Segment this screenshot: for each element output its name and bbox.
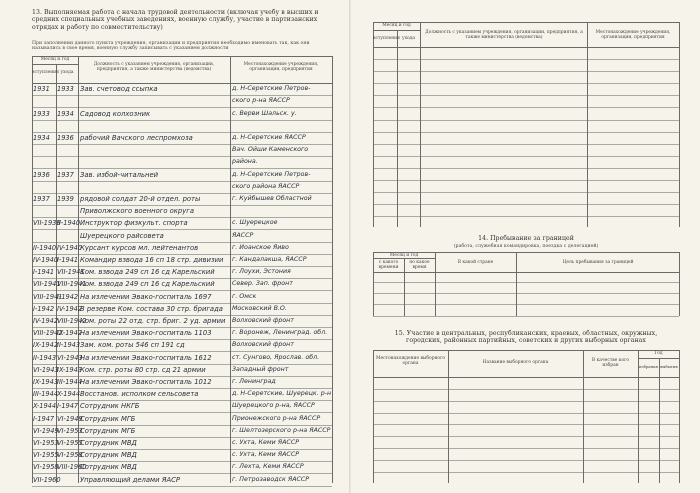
position-text: рядовой солдат 20-й отдел. роты (80, 195, 201, 203)
exit-date: 1939 (57, 195, 74, 203)
s15-role-year-divider (638, 350, 639, 483)
r-row-rule (373, 204, 679, 205)
exit-date: III-1944 (57, 378, 82, 386)
entry-date: VII-1960 (33, 475, 61, 484)
entry-date: 1937 (33, 195, 50, 203)
row-rule (32, 400, 332, 401)
location-text: г. Воронеж, Ленинград. обл. (232, 329, 328, 337)
exit-date: VI-1949 (57, 414, 83, 423)
location-text: с. Ухта, Кеми ЯАССР (232, 451, 300, 459)
header-location: Местонахождение учреждения, организации, предприятия (243, 62, 319, 73)
entry-date: VI-1949 (33, 426, 59, 435)
position-text: Ком. стр. роты 80 стр. сд 21 армии (80, 365, 206, 374)
r-row-rule (373, 180, 679, 181)
r-row-rule (373, 168, 679, 169)
s15-header-left: выбытия (660, 364, 678, 369)
location-text: ского р-на ЯАССР (232, 97, 290, 105)
location-text: Шуерецкого р-на, ЯАССР (232, 402, 315, 410)
row-rule (32, 217, 332, 218)
s14-header-month-year: Месяц и год (389, 253, 419, 258)
exit-date: VI-1953 (57, 426, 83, 435)
row-rule (32, 327, 332, 328)
row-rule (32, 278, 332, 279)
row-rule (32, 437, 332, 438)
row-rule (32, 364, 332, 365)
s14-header-bottom (373, 272, 679, 273)
r-row-rule (373, 83, 679, 84)
row-rule (32, 132, 332, 133)
entry-date: VI-1958 (33, 463, 59, 472)
position-text: Инструктор физкульт. спорта (80, 219, 188, 228)
exit-date: IV-1940 (57, 243, 83, 252)
entry-date: VI-1955 (33, 451, 59, 460)
location-text: с. Шуерецкое (232, 219, 278, 227)
header-entry: вступления (32, 70, 59, 75)
location-text: г. Омск (232, 292, 257, 300)
location-text: района. (232, 158, 258, 166)
s14-row-rule (373, 282, 679, 283)
location-text: ст. Сунгово, Ярослав. обл. (232, 353, 320, 361)
r-header-exit: ухода (401, 36, 416, 41)
entry-date: I-1942 (33, 304, 55, 313)
row-rule (32, 486, 332, 487)
exit-date: 1937 (57, 170, 74, 179)
entry-date: VIII-1942 (33, 329, 63, 338)
row-rule (32, 168, 332, 169)
s15-header-year: Год (654, 351, 663, 356)
location-text: г. Лехта, Кеми ЯАССР (232, 463, 304, 471)
row-rule (32, 339, 332, 340)
location-text: Волховский фронт (232, 317, 294, 324)
entry-date: III-1944 (33, 390, 58, 399)
row-rule (32, 156, 332, 157)
entry-date: 1931 (33, 85, 50, 94)
s15-header-role: В качестве кого избран (591, 358, 630, 369)
entry-date: X-1944 (33, 402, 57, 411)
s15-row-rule (373, 460, 679, 461)
header-exit: ухода (60, 70, 74, 75)
location-text: г. Лоухи, Эстония (232, 268, 291, 276)
s15-header-name: Название выборного органа (482, 360, 549, 365)
entry-date: IX-1942 (33, 341, 59, 350)
s15-header-elected: избрания (638, 364, 659, 369)
section-13-note: При заполнении данного пункта учреждения, организации и предприятия необходимо именовать так, как они назывались в свое время, военную службу записывать с указанием должности (32, 41, 310, 52)
location-text: с. Верви Шальск. у. (232, 109, 297, 117)
row-rule (32, 461, 332, 462)
r-right-border (679, 22, 680, 227)
r-position-location-divider (587, 22, 588, 227)
s14-row-rule (373, 293, 679, 294)
header-position: Должность с указанием учреждения, организации, предприятия, а также министерства (ведомства) (93, 62, 215, 73)
position-text: Садовод колхозник (80, 109, 151, 118)
exit-date: IV-1942 (57, 304, 83, 313)
location-text: ЯАССР (232, 231, 254, 239)
entry-date: I-1947 (33, 414, 55, 423)
location-text: д. Н-Серетские, Шуерецк. р-н (232, 390, 332, 398)
position-text: Сотрудник МГБ (80, 414, 136, 423)
section-14-title: 14. Пребывание за границей (478, 235, 574, 242)
position-text: Зав. избой-читальней (80, 170, 159, 179)
position-text: Зам. ком. роты 546 сп 191 сд (80, 341, 185, 350)
entry-date: VI-1953 (33, 439, 59, 447)
position-text: В резерве Ком. состава 30 стр. бригада (80, 304, 223, 313)
location-text: д. Н-Серетские ЯАССР (232, 134, 306, 141)
position-text: Восстанов. исполком сельсовета (80, 390, 199, 399)
s15-row-rule (373, 436, 679, 437)
location-text: г. Ленинград (232, 378, 276, 385)
position-text: Зав. счетовод ссыпка (80, 85, 158, 94)
row-rule (32, 120, 332, 121)
exit-date: VIII-1942 (57, 317, 87, 325)
s15-row-rule (373, 389, 679, 390)
location-text: г. Петрозаводск ЯАССР (232, 475, 310, 483)
location-text: Волховский фронт (232, 341, 294, 349)
exit-date: 1934 (57, 109, 74, 118)
location-text: г. Кандалакша, ЯАССР (232, 256, 307, 263)
s15-row-rule (373, 424, 679, 425)
position-text: Командир взвода 16 сп 18 стр. дивизии (80, 256, 224, 264)
exit-date: II-1943 (57, 341, 81, 350)
location-text: д. Н-Серетские Петров- (232, 85, 311, 93)
exit-date: VIII-1941 (57, 280, 87, 289)
row-rule (32, 242, 332, 243)
row-rule (32, 290, 332, 291)
exit-date: VIII-1960 (57, 463, 87, 472)
exit-date: II-1940 (57, 219, 81, 228)
s15-left-border (373, 350, 374, 483)
entry-date: 1936 (33, 170, 50, 179)
exit-date: IX-1942 (57, 329, 83, 338)
table-right-border (332, 56, 333, 483)
header-month-year: Месяц и год (40, 57, 70, 62)
entry-date: II-1943 (33, 353, 57, 362)
position-text: Приволжского военного округа (80, 207, 194, 216)
exit-date: I-1947 (57, 402, 79, 411)
r-header-position: Должность с указанием учреждения, организации, предприятия, а также министерства (ведомства) (425, 30, 583, 41)
row-rule (32, 181, 332, 182)
r-header-month-year: Месяц и год (382, 23, 411, 28)
s15-right-border (679, 350, 680, 483)
entry-date: VII-1941 (33, 280, 61, 289)
r-row-rule (373, 120, 679, 121)
r-row-rule (373, 59, 679, 60)
month-year-split (32, 64, 78, 65)
r-row-rule (373, 71, 679, 72)
s15-row-rule (373, 472, 679, 473)
entry-date: IX-1943 (33, 378, 59, 386)
s15-row-rule (373, 448, 679, 449)
exit-date: VII-1941 (57, 268, 85, 277)
location-text: г. Иоанское Яиво (232, 243, 289, 251)
entry-date: VII-1939 (33, 219, 61, 228)
row-rule (32, 449, 332, 450)
location-text: г. Куйбышев Областной (232, 195, 312, 202)
location-text: ского района ЯАССР (232, 182, 300, 190)
s14-header-from: с какого времени (378, 260, 399, 271)
row-rule (32, 95, 332, 96)
location-text: Московский В.О. (232, 304, 287, 312)
entry-date: IV-1940 (33, 256, 59, 264)
position-text: Ком. взвода 249 сп 16 сд Карельский (80, 280, 215, 289)
location-text: г. Шелтозерского р-на ЯАССР (232, 426, 331, 434)
exit-date: I-1941 (57, 256, 79, 264)
row-rule (32, 376, 332, 377)
s14-header-country: В какой стране (457, 260, 494, 265)
s14-header-to: по какое время (409, 260, 430, 271)
position-text: Сотрудник МГБ (80, 426, 136, 435)
entry-date: IV-1942 (33, 317, 59, 325)
row-rule (32, 351, 332, 352)
r-row-rule (373, 144, 679, 145)
s14-header-purpose: Цель пребывания за границей (562, 260, 634, 265)
section-15-title: 15. Участие в центральных, республиканских, краевых, областных, окружных, городских, районных партийных, советских и других выборных органах (394, 330, 658, 345)
exit-date: VI-1943 (57, 353, 83, 362)
exit-date: VI-1955 (57, 439, 83, 447)
position-text: Управляющий делами ЯАСР (80, 475, 180, 484)
s15-name-role-divider (583, 350, 584, 483)
s15-top-line (373, 350, 679, 351)
s15-row-rule (373, 401, 679, 402)
location-text: Вач. Ойши Каменского (232, 146, 309, 154)
exit-date: X-1944 (57, 390, 81, 399)
r-header-entry: вступления (373, 36, 400, 41)
s15-header-location: Местонахождение выборного органа (375, 356, 446, 367)
table-header-bottom (32, 83, 332, 84)
r-header-location: Местонахождение учреждения, организации, предприятия (595, 30, 671, 41)
entry-date: VI-1943 (33, 365, 59, 374)
entry-date: I-1941 (33, 268, 55, 277)
position-text: На излечении Эвако-госпиталь 1697 (80, 292, 212, 301)
r-row-rule (373, 156, 679, 157)
section-14-subtitle: (работа, служебная командировка, поездка с делегацией) (453, 244, 599, 249)
left-page (0, 0, 349, 493)
s14-row-rule (373, 304, 679, 305)
exit-date: 1936 (57, 134, 74, 142)
position-text: Сотрудник НКГБ (80, 402, 140, 411)
row-rule (32, 425, 332, 426)
position-text: Шуерецкого райсовета (80, 231, 164, 240)
location-text: Западный фронт (232, 365, 289, 373)
r-row-rule (373, 107, 679, 108)
right-page (351, 0, 700, 493)
r-left-border (373, 22, 374, 227)
row-rule (32, 315, 332, 316)
location-text: Прионежского р-на ЯАССР (232, 414, 321, 422)
row-rule (32, 473, 332, 474)
position-text: Сотрудник МВД (80, 451, 137, 460)
position-text: рабочий Вачского леспромхоза (80, 134, 193, 142)
exit-date: 1933 (57, 85, 74, 94)
row-rule (32, 205, 332, 206)
position-text: Сотрудник МВД (80, 439, 137, 447)
s14-country-purpose-divider (516, 252, 517, 316)
location-text: д. Н-Серетские Петров- (232, 170, 311, 178)
r-row-rule (373, 132, 679, 133)
position-text: Курсант курсов мл. лейтенантов (80, 243, 199, 252)
s15-elected-left-divider (659, 358, 660, 483)
r-row-rule (373, 192, 679, 193)
r-row-rule (373, 216, 679, 217)
row-rule (32, 107, 332, 108)
row-rule (32, 193, 332, 194)
section-13-title: 13. Выполняемая работа с начала трудовой деятельности (включая учебу в высших и средних специальных учебных заведениях, военную службу, участие в партизанских отрядах и работу по совместительству) (32, 9, 319, 31)
r-row-rule (373, 95, 679, 96)
entry-date: 1933 (33, 109, 50, 118)
location-text: Север. Зап. фронт (232, 280, 293, 288)
position-text: Ком. роты 22 отд. стр. бриг. 2 уд. армии (80, 317, 226, 325)
s14-row-rule (373, 316, 679, 317)
location-text: с. Ухта, Кеми ЯАССР (232, 439, 300, 446)
s14-right-border (679, 252, 680, 316)
row-rule (32, 229, 332, 230)
row-rule (32, 144, 332, 145)
position-text: На излечении Эвако-госпиталь 1012 (80, 378, 212, 386)
s14-date-country-divider (435, 252, 436, 316)
position-text: Ком. взвода 249 сп 16 сд Карельский (80, 268, 215, 277)
row-rule (32, 412, 332, 413)
position-text: На излечении Эвако-госпиталь 1103 (80, 329, 212, 338)
r-header-bottom (373, 47, 679, 48)
position-text: На излечении Эвако-госпиталь 1612 (80, 353, 212, 362)
exit-date: VI-1958 (57, 451, 83, 460)
row-rule (32, 303, 332, 304)
exit-date: IX-1943 (57, 365, 83, 374)
row-rule (32, 388, 332, 389)
row-rule (32, 254, 332, 255)
entry-date: 1934 (33, 134, 50, 142)
entry-date: II-1940 (33, 243, 57, 252)
entry-date: VIII-1941 (33, 292, 63, 301)
position-text: Сотрудник МВД (80, 463, 137, 472)
exit-date: I-1942 (57, 292, 79, 301)
r-date-position-divider (420, 22, 421, 227)
row-rule (32, 266, 332, 267)
s15-row-rule (373, 413, 679, 414)
s15-loc-name-divider (448, 350, 449, 483)
s15-header-bottom (373, 377, 679, 378)
